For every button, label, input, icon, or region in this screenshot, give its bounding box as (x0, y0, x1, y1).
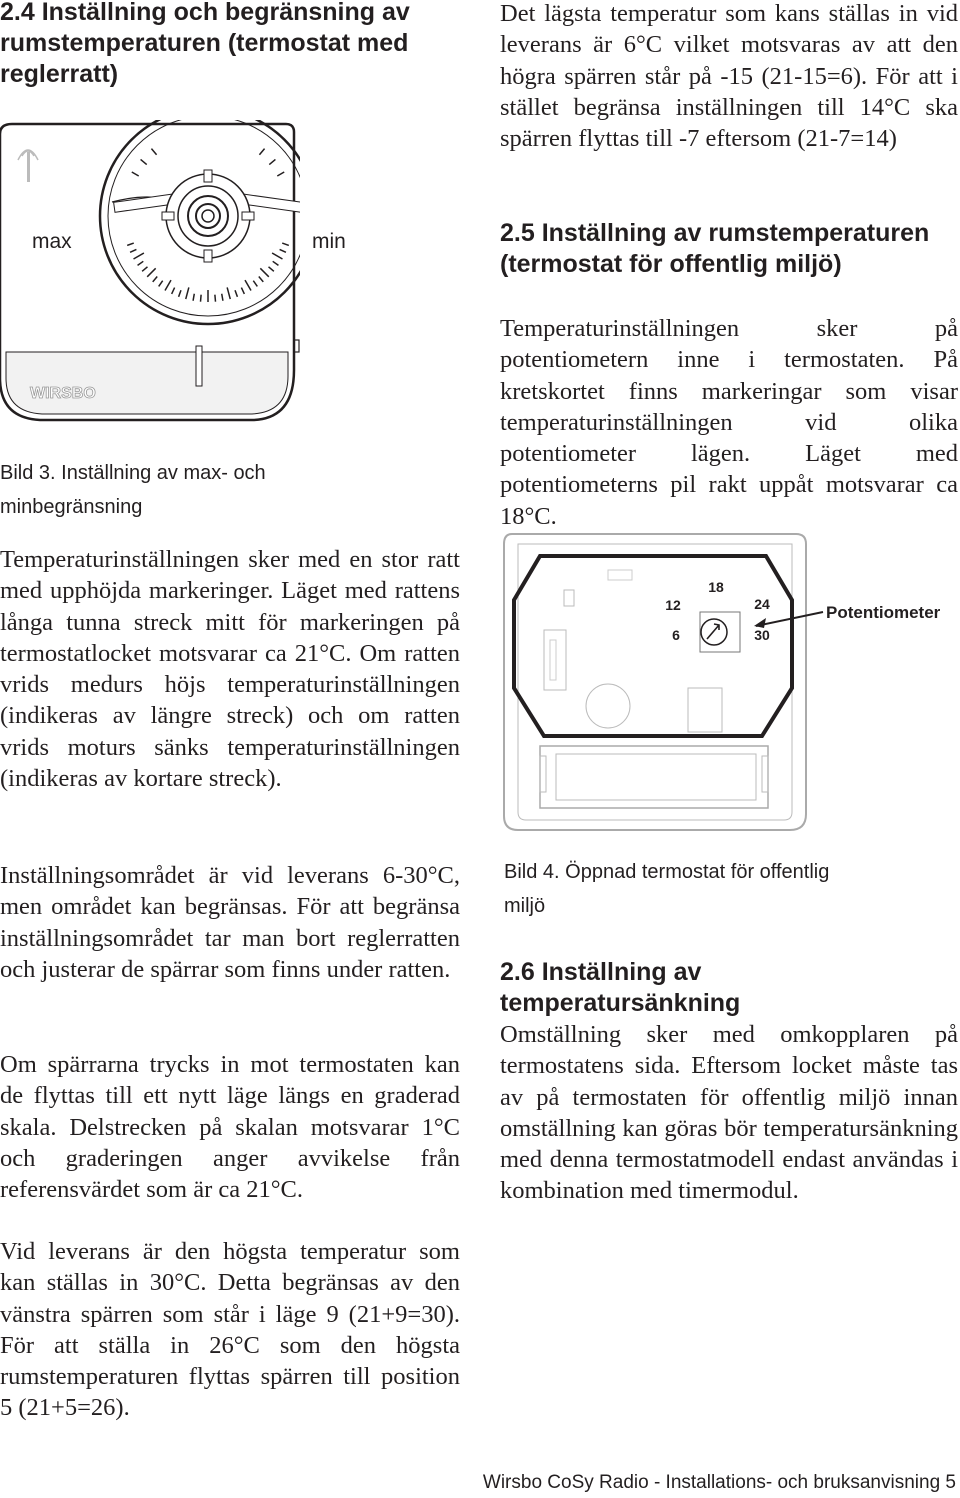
section-heading-2-6: 2.6 Inställning av temperatursänkning (500, 958, 741, 1017)
dial-tick (222, 294, 223, 301)
figure-4-caption (504, 855, 960, 923)
dial-tick (179, 290, 181, 297)
page-footer: Wirsbo CoSy Radio - Installations- och bruksanvisning 5 (482, 1472, 956, 1493)
dial-tick (138, 261, 144, 265)
pot-mark-24: 24 (754, 596, 770, 612)
dial-tick (186, 287, 189, 299)
paragraph-dial-description: Temperaturinställningen sker med en stor ratt med upphöjda markeringer. Läget med rattens långa tunna streck mitt för markeringen på termostatlocket motsvarar ca 21°C. Om ratten vrids medurs höjs temperaturinställningen (indikeras av längre streck) och om ratten vrids moturs sänks temperaturinställningen (indikeras av kortare streck). (0, 546, 460, 793)
paragraph-min-temperature: Det lägsta temperatur som kans ställas in vid leverans är 6°C vilket motsvaras av att den högra spärren står på -15 (21-15=6). För att i stället begränsa inställningen till 14°C ska spärren flyttas till -7 eftersom (21-7=14) (500, 0, 958, 153)
dial-tick (142, 267, 147, 271)
dial-tick (227, 287, 230, 299)
dial-tick (235, 290, 237, 297)
dial-tick (259, 277, 263, 282)
paragraph-max-temperature: Vid leverans är den högsta temperatur som kan ställas in 30°C. Detta begränsas av den vänstra spärren som står i läge 9 (21+9=30). För att ställa in 26°C som den högsta rumstemperaturen flyttas spärren till position 5 (21+5=26). (0, 1238, 460, 1422)
dial-tick (273, 261, 279, 265)
dial-tick (165, 280, 171, 290)
dial-tick (272, 253, 282, 259)
paragraph-potentiometer: Temperaturinställningen sker på potentiometern inne i termostaten. På kretskortet finns markeringar som visar temperaturinställningen vid olika potentiometer lägen. Läget med potentiometerns pil rakt uppåt motsvarar ca 18°C. (500, 315, 958, 530)
dial-tick (172, 288, 175, 294)
section-heading-2-4: 2.4 Inställning och begränsning av rumstemperaturen (termostat med reglerratt) (0, 0, 410, 88)
figure-opened-thermostat (500, 530, 960, 840)
dial-tick (253, 281, 257, 287)
dial-tick (132, 172, 139, 176)
dial-tick (127, 243, 134, 245)
figure-3-caption (0, 456, 460, 524)
dial-tick (134, 253, 144, 259)
dial-tick (151, 149, 156, 155)
dial-tick (215, 295, 216, 302)
dial-tick (153, 277, 157, 282)
paragraph-stops: Om spärrarna trycks in mot termostaten kan de flyttas till ett nytt läge längs en graderad skala. Delstrecken på skalan motsvarar 1°C och graderingen anger avvikelse från referensvärdet som är ca 21°C. (0, 1051, 460, 1204)
signal-icon (18, 150, 38, 182)
dial-tick (269, 159, 275, 164)
dial-label-max: max (32, 230, 72, 253)
dial-tick (159, 281, 163, 287)
figure-thermostat-dial (0, 120, 346, 430)
caption-line-2: minbegränsning (0, 496, 143, 518)
caption-line-1: Bild 4. Öppnad termostat för offentlig (504, 861, 830, 883)
dial-tick (259, 149, 264, 155)
potentiometer-callout: Potentiometer (826, 603, 941, 622)
paragraph-setting-range: Inställningsområdet är vid leverans 6-30°C, men området kan begränsas. För att begränsa inställningsområdet tar man bort reglerratten och justerar de spärrar som finns under ratten. (0, 862, 460, 983)
caption-line-1: Bild 3. Inställning av max- och (0, 462, 266, 484)
dial-tick (130, 249, 136, 252)
dial-tick (277, 172, 284, 176)
potentiometer-arrow (756, 612, 823, 626)
opened-thermostat-illustration (500, 530, 960, 840)
dial-tick (241, 288, 244, 294)
dial-tick (141, 159, 147, 164)
dial-label-min: min (312, 230, 346, 253)
pot-mark-6: 6 (672, 627, 680, 643)
dial-tick (280, 249, 286, 252)
dial-tick (282, 243, 289, 245)
dial-tick (245, 280, 251, 290)
paragraph-temperature-reduction: Omställning sker med omkopplaren på termostatens sida. Eftersom locket måste tas av på termostaten för offentlig miljö innan omställning kan göras bör temperatursänkning med denna termostatmodell endast användas i kombination med timermodul. (500, 1021, 958, 1205)
dial-tick (193, 294, 194, 301)
pot-mark-12: 12 (665, 597, 681, 613)
dial-tick (269, 267, 274, 271)
dial-tick (201, 295, 202, 302)
section-heading-2-5: 2.5 Inställning av rumstemperaturen (termostat för offentlig miljö) (500, 219, 930, 278)
dial-tick (260, 268, 268, 276)
wirsbo-logo: WIRSBO (30, 385, 96, 402)
thermostat-dial-illustration (0, 120, 300, 430)
caption-line-2: miljö (504, 895, 546, 917)
pot-mark-30: 30 (754, 627, 770, 643)
dial-tick (147, 268, 155, 276)
pot-mark-18: 18 (708, 579, 724, 595)
